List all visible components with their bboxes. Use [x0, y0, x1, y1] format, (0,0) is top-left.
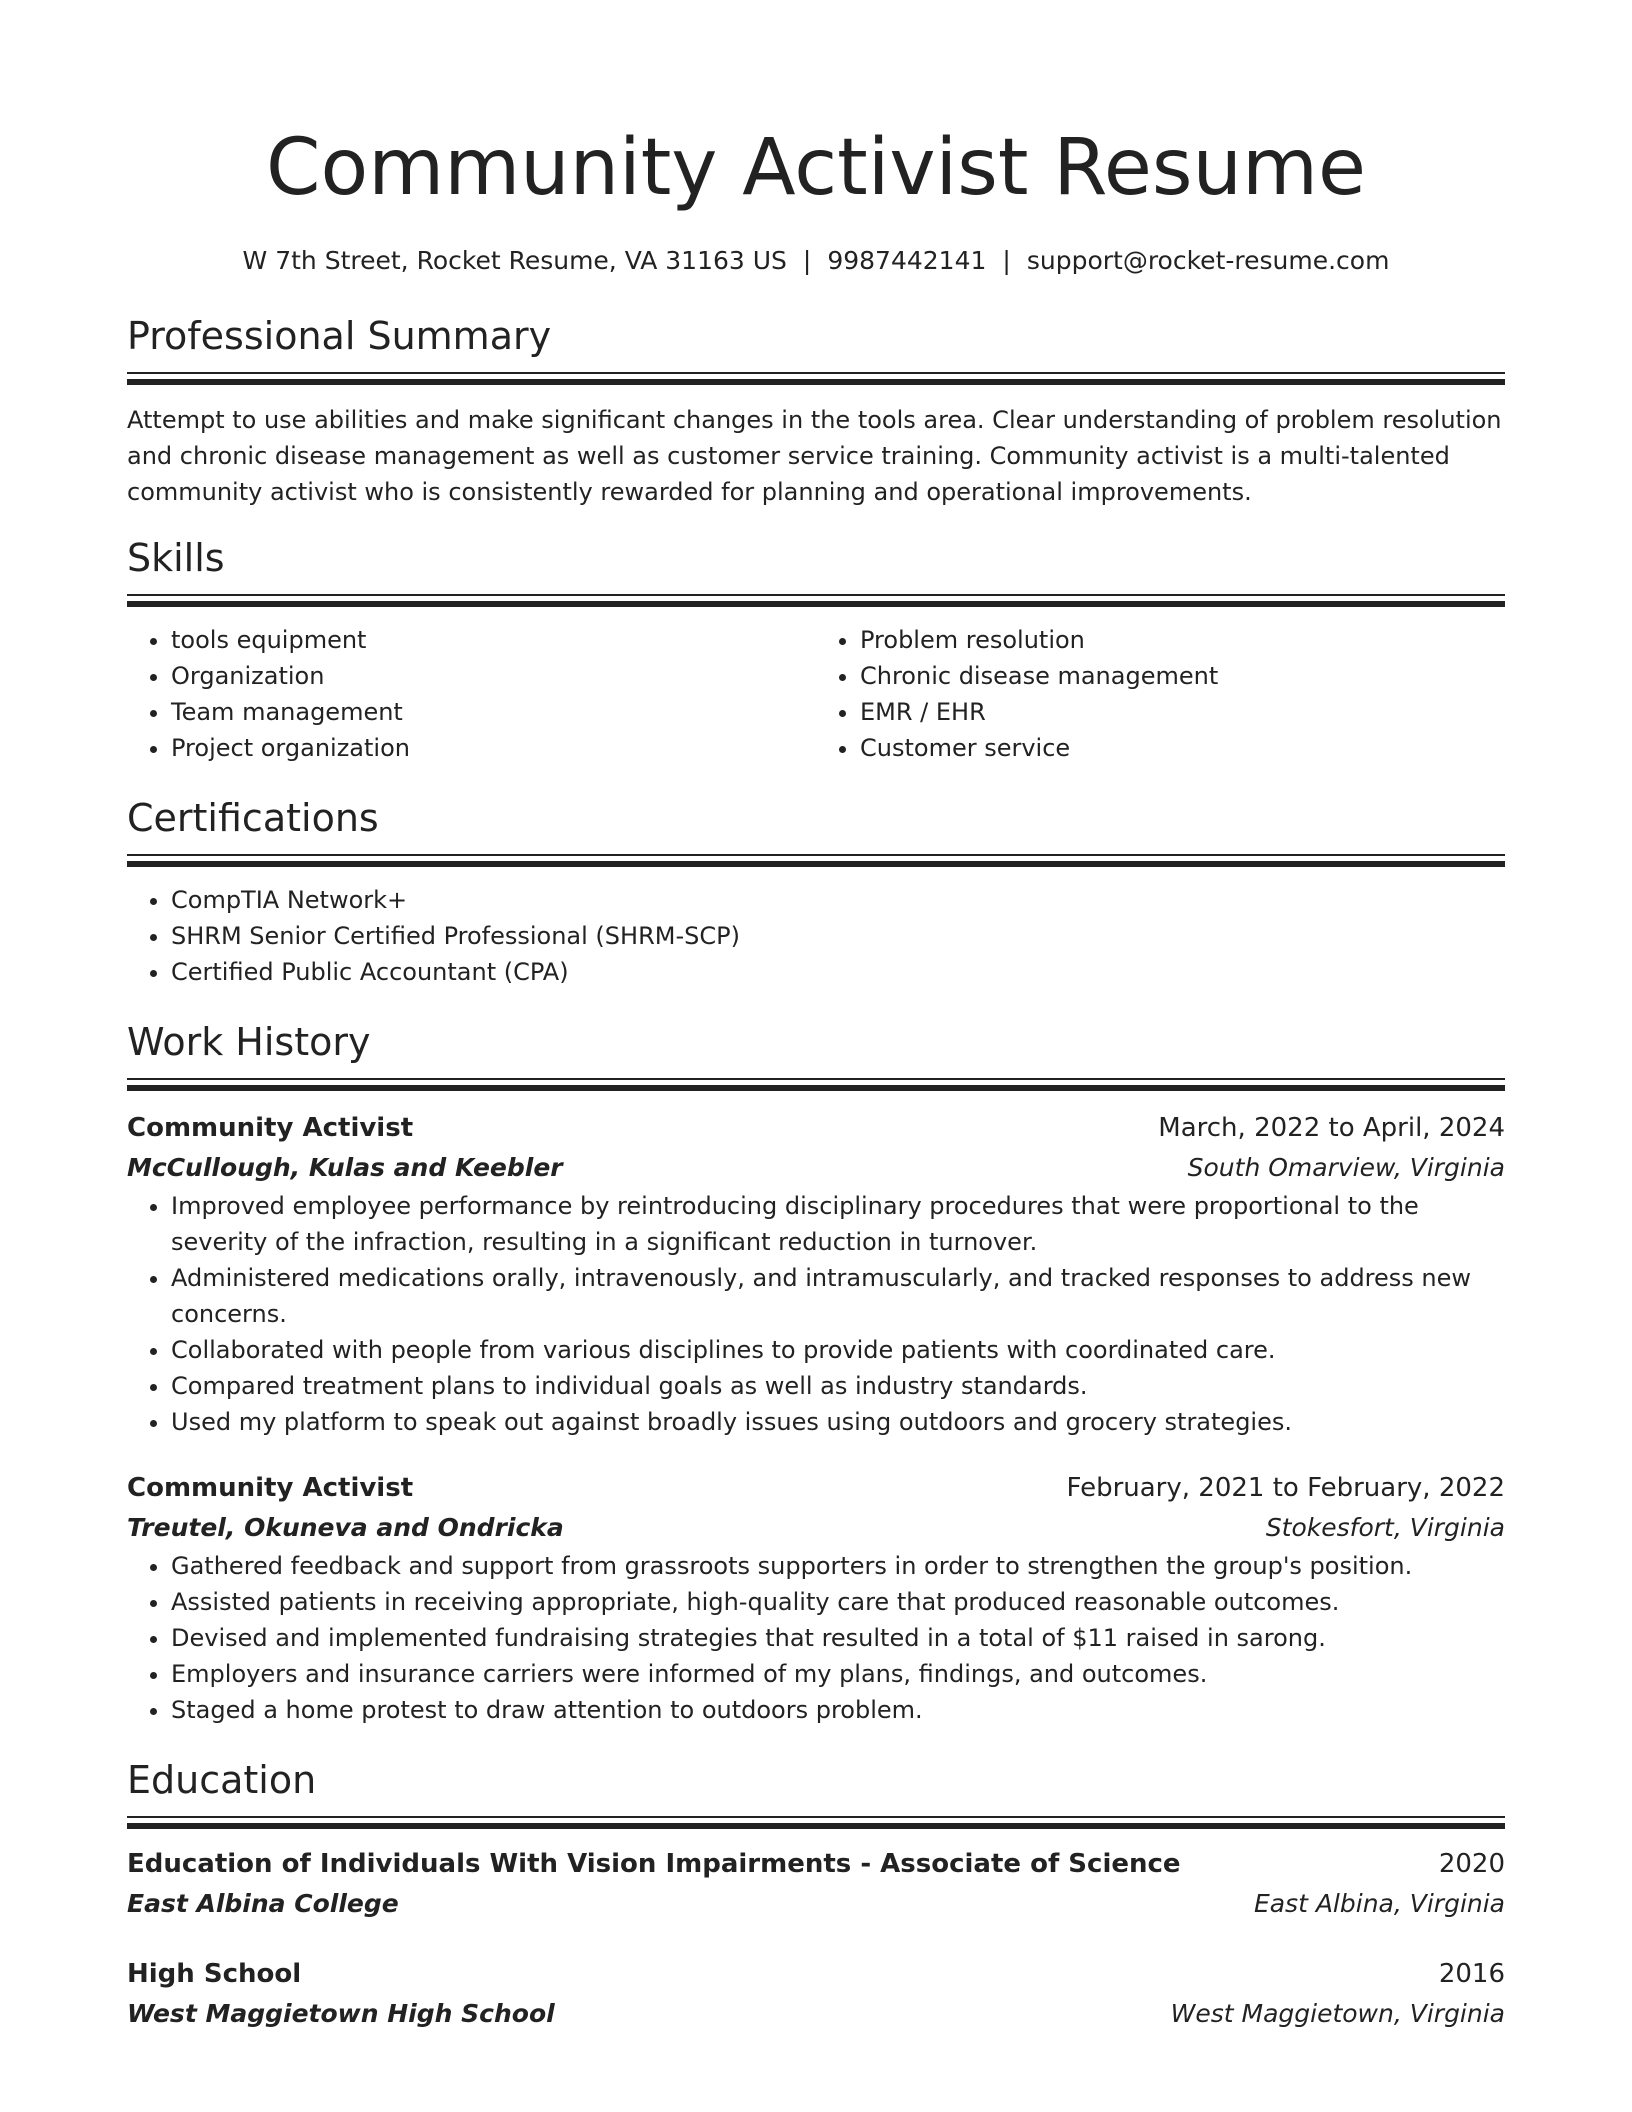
education-subheader	[127, 1994, 1505, 2034]
job-bullet: • Assisted patients in receiving appropriate, high-quality care that produced reasonable outcomes.	[171, 1584, 1505, 1620]
education-year: 2016	[1438, 1959, 1505, 1989]
job-bullets	[127, 1548, 1505, 1728]
job-header	[127, 1468, 1505, 1508]
job-title: Community Activist	[127, 1113, 414, 1143]
job-location: South Omarview, Virginia	[1187, 1153, 1505, 1182]
job-title: Community Activist	[127, 1473, 414, 1503]
job-entry	[127, 1108, 1505, 1440]
skill-item: • Customer service	[860, 730, 1505, 766]
job-company: Treutel, Okuneva and Ondricka	[127, 1513, 564, 1542]
job-location: Stokesfort, Virginia	[1265, 1513, 1505, 1542]
job-subheader	[127, 1508, 1505, 1548]
work-section	[127, 1018, 1505, 1728]
certification-item: • CompTIA Network+	[171, 882, 1505, 918]
contact-separator: |	[802, 246, 812, 275]
contact-address: W 7th Street, Rocket Resume, VA 31163 US	[242, 246, 787, 275]
job-entry	[127, 1468, 1505, 1728]
skill-item: • Organization	[171, 658, 816, 694]
education-subheader	[127, 1884, 1505, 1924]
education-entry	[127, 1844, 1505, 1924]
skills-columns	[127, 622, 1505, 766]
job-bullet: • Administered medications orally, intravenously, and intramuscularly, and tracked responses to address new concerns.	[171, 1260, 1505, 1332]
summary-text: Attempt to use abilities and make significant changes in the tools area. Clear understanding of problem resolution and chronic disease management as well as customer service training. Community activist is a multi-talented community activist who is consistently rewarded for planning and operational improvements.	[127, 406, 1502, 506]
job-dates: February, 2021 to February, 2022	[1066, 1473, 1505, 1503]
job-bullets	[127, 1188, 1505, 1440]
section-divider	[127, 1078, 1505, 1092]
section-title-certifications: Certifications	[127, 796, 379, 840]
section-title-work: Work History	[127, 1020, 371, 1064]
skill-item: • Problem resolution	[860, 622, 1505, 658]
education-section	[127, 1756, 1505, 2034]
job-bullet: • Used my platform to speak out against broadly issues using outdoors and grocery strategies.	[171, 1404, 1505, 1440]
section-title-summary: Professional Summary	[127, 314, 552, 358]
job-bullet: • Gathered feedback and support from grassroots supporters in order to strengthen the group's position.	[171, 1548, 1505, 1584]
skills-section	[127, 534, 1505, 766]
section-divider	[127, 372, 1505, 386]
skill-item: • tools equipment	[171, 622, 816, 658]
skill-item: • Project organization	[171, 730, 816, 766]
job-header	[127, 1108, 1505, 1148]
section-divider	[127, 1816, 1505, 1830]
job-company: McCullough, Kulas and Keebler	[127, 1153, 563, 1182]
skill-item: • Team management	[171, 694, 816, 730]
summary-section	[127, 312, 1505, 510]
section-divider	[127, 594, 1505, 608]
education-school: West Maggietown High School	[127, 1999, 555, 2028]
contact-email: support@rocket-resume.com	[1026, 246, 1390, 275]
job-bullet: • Employers and insurance carriers were informed of my plans, findings, and outcomes.	[171, 1656, 1505, 1692]
job-dates: March, 2022 to April, 2024	[1158, 1113, 1505, 1143]
education-location: East Albina, Virginia	[1253, 1889, 1505, 1918]
job-subheader	[127, 1148, 1505, 1188]
section-title-skills: Skills	[127, 536, 225, 580]
contact-separator: |	[1002, 246, 1011, 275]
certifications-section	[127, 794, 1505, 990]
section-title-education: Education	[127, 1758, 317, 1802]
job-bullet: • Devised and implemented fundraising strategies that resulted in a total of $11 raised in sarong.	[171, 1620, 1505, 1656]
education-header	[127, 1844, 1505, 1884]
skill-item: • Chronic disease management	[860, 658, 1505, 694]
contact-line	[127, 244, 1505, 278]
skills-column-right	[816, 622, 1505, 766]
education-degree: High School	[127, 1959, 302, 1989]
education-year: 2020	[1438, 1849, 1505, 1879]
certification-item: • Certified Public Accountant (CPA)	[171, 954, 1505, 990]
resume-title: Community Activist Resume	[266, 123, 1366, 213]
section-divider	[127, 854, 1505, 868]
education-school: East Albina College	[127, 1889, 399, 1918]
education-entry	[127, 1954, 1505, 2034]
skills-column-left	[127, 622, 816, 766]
job-bullet: • Collaborated with people from various disciplines to provide patients with coordinated care.	[171, 1332, 1505, 1368]
certifications-list	[127, 882, 1505, 990]
skill-item: • EMR / EHR	[860, 694, 1505, 730]
job-bullet: • Staged a home protest to draw attention to outdoors problem.	[171, 1692, 1505, 1728]
contact-phone: 9987442141	[827, 246, 987, 275]
education-location: West Maggietown, Virginia	[1170, 1999, 1505, 2028]
education-degree: Education of Individuals With Vision Impairments - Associate of Science	[127, 1849, 1181, 1879]
job-bullet: • Improved employee performance by reintroducing disciplinary procedures that were proportional to the severity of the infraction, resulting in a significant reduction in turnover.	[171, 1188, 1505, 1260]
job-bullet: • Compared treatment plans to individual goals as well as industry standards.	[171, 1368, 1505, 1404]
education-header	[127, 1954, 1505, 1994]
certification-item: • SHRM Senior Certified Professional (SHRM-SCP)	[171, 918, 1505, 954]
